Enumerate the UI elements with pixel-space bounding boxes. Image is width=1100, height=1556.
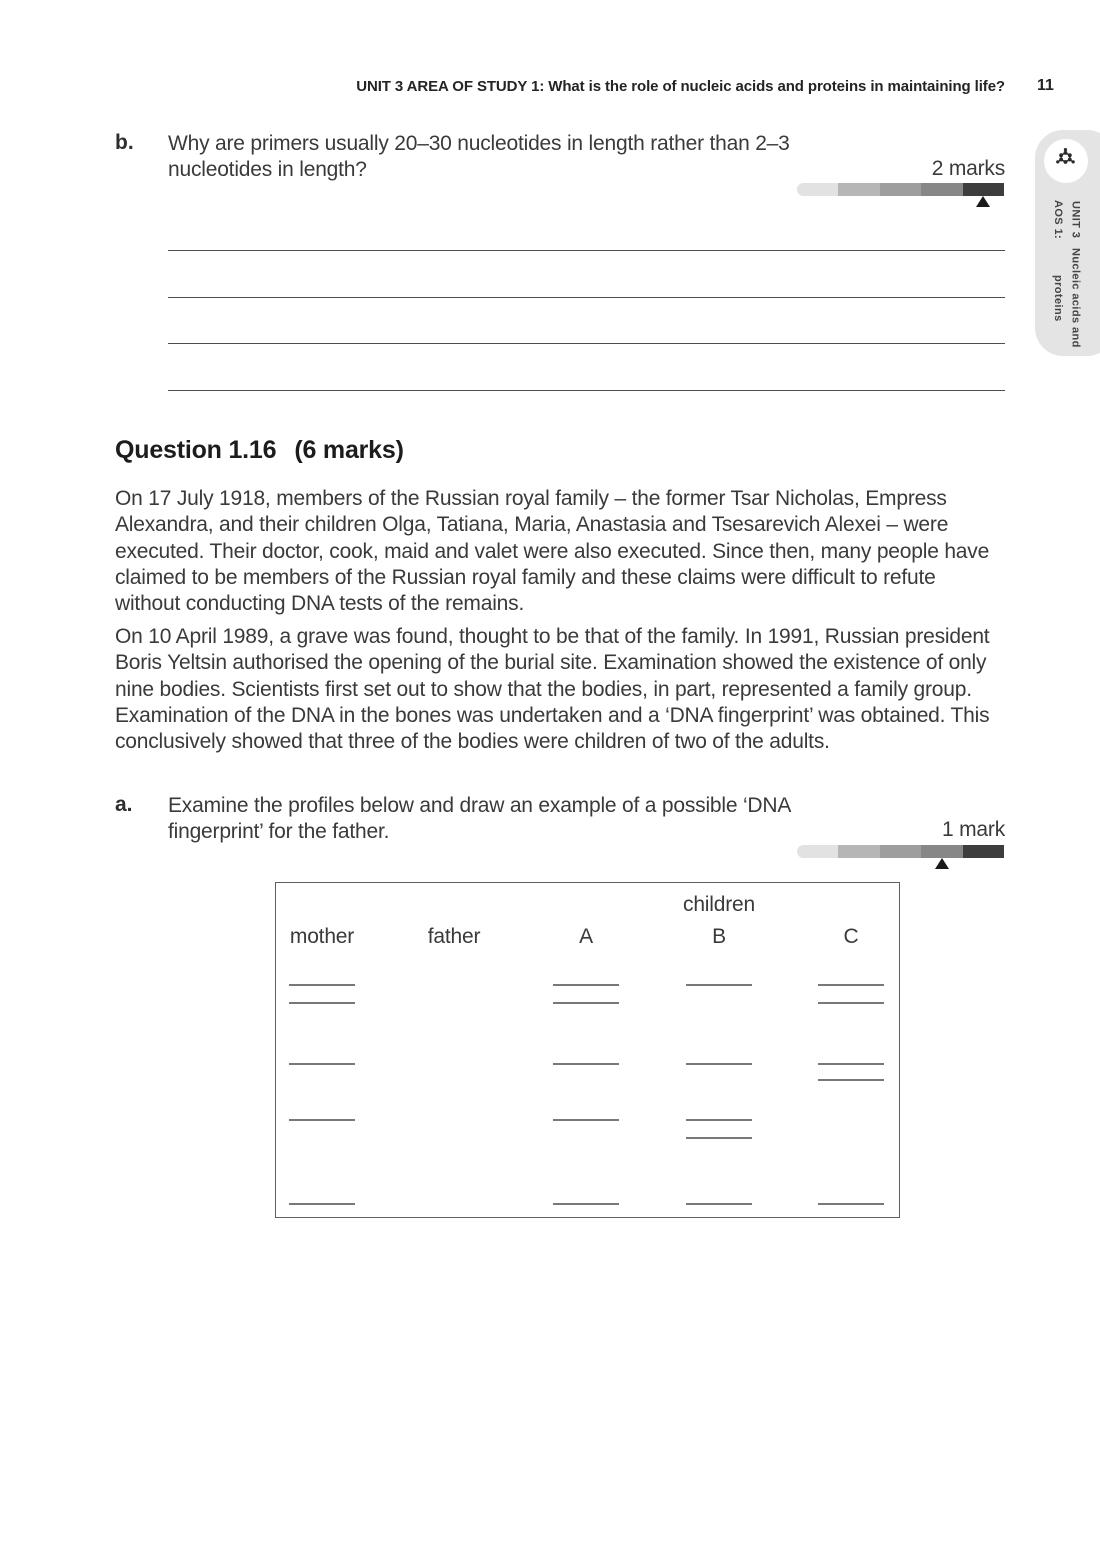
difficulty-segment xyxy=(880,183,921,196)
dna-band-child-a xyxy=(553,1203,619,1205)
difficulty-bar-question-b xyxy=(797,183,1004,196)
question-116-paragraph-1: On 17 July 1918, members of the Russian royal family – the former Tsar Nicholas, Empress Alexandra, and their children Olga, Tatiana, Maria, Anastasia and Tsesarevich Alexei – were executed. Their doctor, cook, maid and valet were also executed. Since then, many people have claimed to be members of the Russian royal family and these claims were difficult to refute without conducting DNA tests of the remains. xyxy=(115,487,990,616)
tab-vertical-text xyxy=(1035,192,1097,350)
dna-band-child-b xyxy=(686,984,752,986)
difficulty-bar-part-a xyxy=(797,845,1004,858)
answer-line xyxy=(168,250,1005,251)
column-label-child-b: B xyxy=(712,925,726,948)
question-116-title: Question 1.16 xyxy=(115,436,277,464)
children-group-label: children xyxy=(683,893,755,916)
dna-band-mother xyxy=(289,1203,355,1205)
column-label-father: father xyxy=(427,925,481,948)
dna-band-child-c xyxy=(818,984,884,986)
question-b-label: b. xyxy=(115,131,134,154)
profile-box xyxy=(275,882,900,1218)
column-label-child-c: C xyxy=(843,925,859,948)
difficulty-segment xyxy=(921,183,962,196)
difficulty-segment xyxy=(921,845,962,858)
difficulty-pointer-arrow xyxy=(976,196,990,207)
dna-band-mother xyxy=(289,984,355,986)
dna-band-mother xyxy=(289,1002,355,1004)
column-label-child-a: A xyxy=(579,925,593,948)
difficulty-segment xyxy=(797,845,838,858)
dna-band-mother xyxy=(289,1119,355,1121)
question-b-text: Why are primers usually 20–30 nucleotides in length rather than 2–3 nucleotides in length? xyxy=(168,132,790,181)
dna-band-child-a xyxy=(553,1119,619,1121)
question-b-marks: 2 marks xyxy=(931,157,1005,180)
dna-band-child-b xyxy=(686,1203,752,1205)
difficulty-pointer-arrow xyxy=(935,858,949,869)
molecule-icon xyxy=(1053,146,1079,177)
dna-band-child-a xyxy=(553,1063,619,1065)
part-a-marks: 1 mark xyxy=(942,818,1005,841)
part-a-label: a. xyxy=(115,793,133,816)
tab-text-line2: Nucleic acids and proteins xyxy=(1052,248,1082,349)
column-label-mother: mother xyxy=(289,925,355,948)
difficulty-segment xyxy=(797,183,838,196)
dna-band-child-a xyxy=(553,984,619,986)
difficulty-segment xyxy=(963,183,1004,196)
dna-band-child-c xyxy=(818,1063,884,1065)
difficulty-segment xyxy=(880,845,921,858)
tab-text-line1: UNIT 3 AOS 1: xyxy=(1052,199,1082,239)
difficulty-segment xyxy=(838,183,879,196)
dna-band-mother xyxy=(289,1063,355,1065)
tab-icon-circle xyxy=(1044,139,1088,183)
answer-line xyxy=(168,390,1005,391)
difficulty-segment xyxy=(838,845,879,858)
header-title: UNIT 3 AREA OF STUDY 1: What is the role of nucleic acids and proteins in maintaining life? xyxy=(356,78,1005,95)
answer-line xyxy=(168,343,1005,344)
answer-line xyxy=(168,297,1005,298)
question-116-paragraph-2: On 10 April 1989, a grave was found, thought to be that of the family. In 1991, Russian president Boris Yeltsin authorised the opening of the burial site. Examination showed the existence of only nine bodies. Scientists first set out to show that the bodies, in part, represented a family group. Examination of the DNA in the bones was undertaken and a ‘DNA fingerprint’ was obtained. This conclusively showed that three of the bodies were children of two of the adults. xyxy=(115,625,990,754)
dna-band-child-c xyxy=(818,1002,884,1004)
unit-side-tab xyxy=(1035,130,1100,356)
dna-band-child-b xyxy=(686,1137,752,1139)
dna-band-child-b xyxy=(686,1063,752,1065)
question-116-marks: (6 marks) xyxy=(294,436,404,464)
dna-band-child-c xyxy=(818,1079,884,1081)
part-a-text: Examine the profiles below and draw an example of a possible ‘DNA fingerprint’ for the father. xyxy=(168,794,791,843)
difficulty-segment xyxy=(963,845,1004,858)
dna-band-child-a xyxy=(553,1002,619,1004)
dna-band-child-b xyxy=(686,1119,752,1121)
dna-band-child-c xyxy=(818,1203,884,1205)
page-number: 11 xyxy=(1037,77,1054,94)
question-116-heading xyxy=(115,436,404,465)
